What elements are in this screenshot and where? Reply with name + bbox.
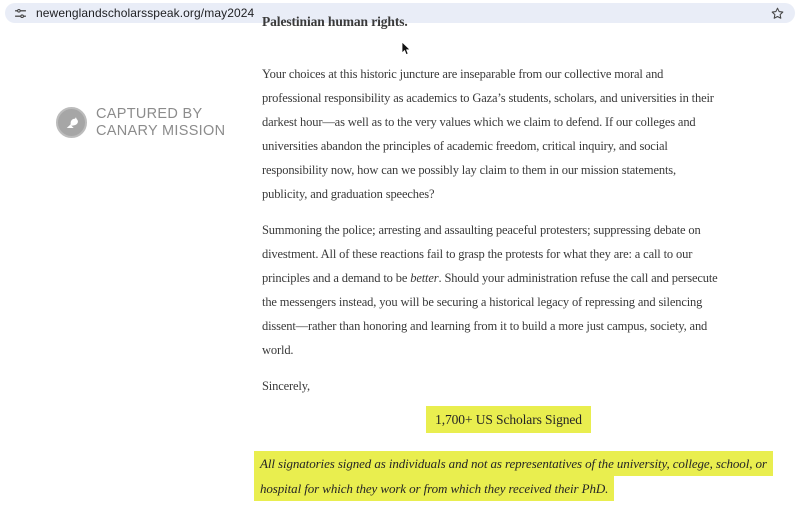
letter-line: principles and a demand to be better. Should your administration refuse the call and persecute xyxy=(262,271,718,285)
url-text[interactable]: newenglandscholarsspeak.org/may2024 xyxy=(36,6,255,20)
letter-line: Summoning the police; arresting and assaulting peaceful protesters; suppressing debate on xyxy=(262,223,701,237)
signed-count-badge: 1,700+ US Scholars Signed xyxy=(426,406,591,433)
bookmark-star-icon[interactable] xyxy=(770,6,785,21)
letter-line: Your choices at this historic juncture are inseparable from our collective moral and xyxy=(262,67,664,81)
watermark-line1: CAPTURED BY xyxy=(96,106,203,122)
letter-line: responsibility now, how can we possibly lay claim to them in our mission statements, xyxy=(262,163,676,177)
closing-text: Sincerely, xyxy=(262,379,311,393)
letter-column xyxy=(260,14,767,501)
clipped-heading: Palestinian human rights. xyxy=(262,14,408,29)
letter-line: divestment. All of these reactions fail to grasp the protests for what they are: a call to our xyxy=(262,247,693,261)
mouse-cursor-icon xyxy=(401,42,412,56)
letter-line: universities abandon the principles of academic freedom, critical inquiry, and social xyxy=(262,139,668,153)
canary-mission-watermark xyxy=(56,106,225,139)
letter-line: the messengers instead, you will be securing a historical legacy of repressing and silencing xyxy=(262,295,703,309)
canary-bird-icon xyxy=(56,107,87,138)
letter-paragraph xyxy=(262,218,755,362)
page-viewport xyxy=(0,14,800,514)
letter-line: world. xyxy=(262,343,294,357)
disclaimer-block xyxy=(254,451,767,501)
disclaimer-line: hospital for which they work or from which they received their PhD. xyxy=(254,476,755,501)
letter-body xyxy=(262,62,755,362)
letter-line: professional responsibility as academics to Gaza’s students, scholars, and universities in their xyxy=(262,91,714,105)
disclaimer-line: All signatories signed as individuals and not as representatives of the university, college, school, or xyxy=(254,451,755,476)
letter-line: darkest hour—as well as to the very values which we claim to defend. If our colleges and xyxy=(262,115,696,129)
letter-line: publicity, and graduation speeches? xyxy=(262,187,435,201)
letter-line: dissent—rather than honoring and learning from it to build a more just campus, society, and xyxy=(262,319,708,333)
signed-badge-row xyxy=(262,406,755,433)
letter-paragraph xyxy=(262,62,755,206)
watermark-line2: CANARY MISSION xyxy=(96,122,226,139)
site-settings-icon[interactable] xyxy=(14,7,27,20)
watermark-text xyxy=(96,106,225,139)
